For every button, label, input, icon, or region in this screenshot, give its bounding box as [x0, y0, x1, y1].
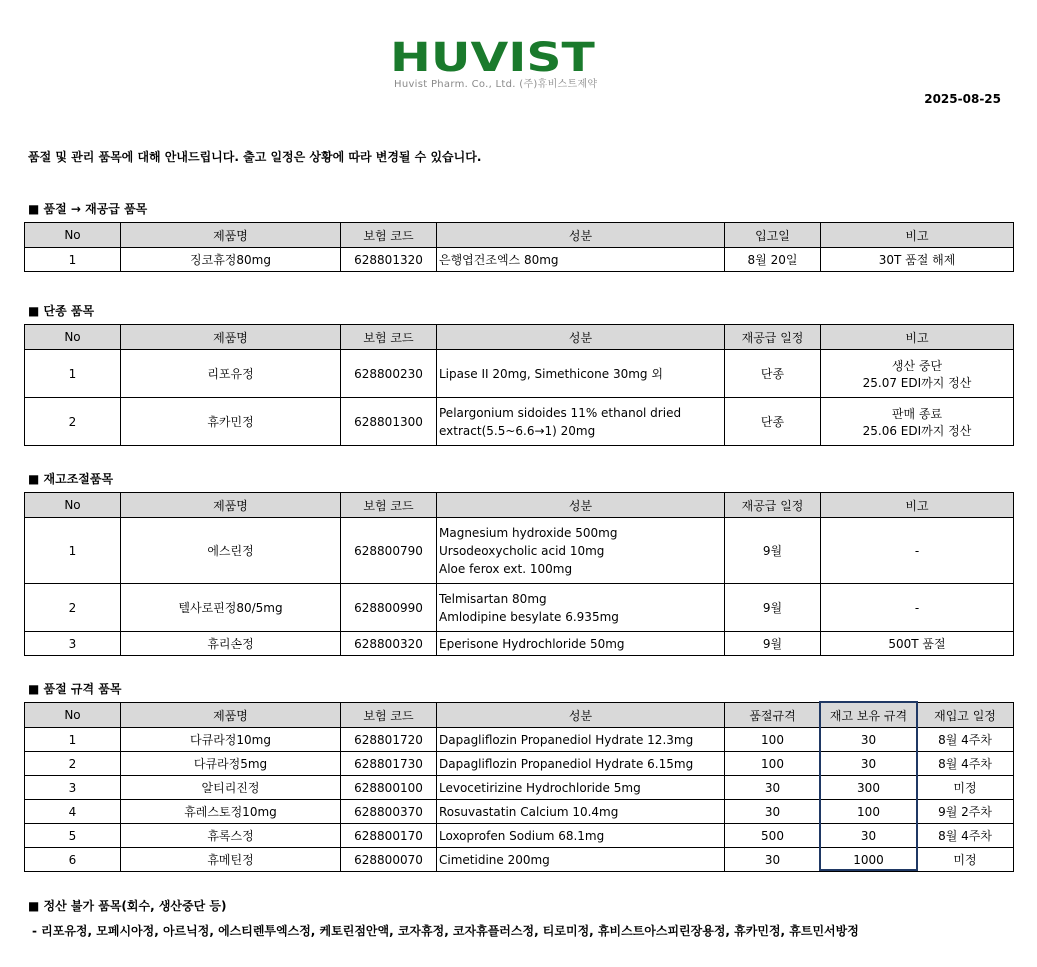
- stock-spec: 300: [821, 776, 917, 800]
- section-title-spec: ■ 품절 규격 품목: [28, 682, 122, 696]
- insurance-code: 628800370: [341, 800, 437, 824]
- insurance-code: 628800170: [341, 824, 437, 848]
- restock-date: 9월 2주차: [917, 800, 1014, 824]
- stock-spec: 30: [821, 752, 917, 776]
- table-row: [25, 350, 1014, 398]
- header-date: 재공급 일정: [725, 325, 821, 350]
- restock-date: 미정: [917, 848, 1014, 872]
- table-row: [25, 584, 1014, 632]
- header-note: 비고: [821, 325, 1014, 350]
- product-name: 휴록스정: [121, 824, 341, 848]
- table-row: [25, 800, 1014, 824]
- row-no: 1: [25, 518, 121, 584]
- row-no: 3: [25, 632, 121, 656]
- product-name: 휴레스토정10mg: [121, 800, 341, 824]
- ingredient-line: Ursodeoxycholic acid 10mg: [439, 543, 605, 558]
- company-logo: [390, 35, 662, 96]
- note-line: 500T 품절: [888, 637, 946, 651]
- row-no: 2: [25, 584, 121, 632]
- note-line: 30T 품절 해제: [878, 253, 956, 267]
- header-no: No: [25, 223, 121, 248]
- header-date: 재공급 일정: [725, 493, 821, 518]
- header-product-name: 제품명: [121, 493, 341, 518]
- product-name: 휴카민정: [121, 398, 341, 446]
- note-line: -: [914, 600, 920, 615]
- ingredient: [437, 350, 725, 398]
- ingredient-line: Eperisone Hydrochloride 50mg: [439, 636, 625, 651]
- supply-date: 단종: [725, 398, 821, 446]
- document-date: 2025-08-25: [924, 92, 1001, 106]
- insurance-code: 628800990: [341, 584, 437, 632]
- header-insurance-code: 보험 코드: [341, 493, 437, 518]
- table-row: [25, 632, 1014, 656]
- ingredient: [437, 632, 725, 656]
- restock-date: 미정: [917, 776, 1014, 800]
- soldout-spec: 100: [725, 752, 821, 776]
- note: [821, 350, 1014, 398]
- header-insurance-code: 보험 코드: [341, 223, 437, 248]
- supply-date: 단종: [725, 350, 821, 398]
- insurance-code: 628801730: [341, 752, 437, 776]
- logo-brand: HUVIST: [390, 35, 595, 81]
- header-no: No: [25, 703, 121, 728]
- table-row: [25, 824, 1014, 848]
- insurance-code: 628801320: [341, 248, 437, 272]
- table-header-row: [25, 223, 1014, 248]
- row-no: 1: [25, 248, 121, 272]
- ingredient: [437, 518, 725, 584]
- product-name: 휴리손정: [121, 632, 341, 656]
- header-soldout-spec: 품절규격: [725, 703, 821, 728]
- soldout-spec: 30: [725, 848, 821, 872]
- ingredient-line: Magnesium hydroxide 500mg: [439, 525, 618, 540]
- insurance-code: 628801300: [341, 398, 437, 446]
- product-name: 알티리진정: [121, 776, 341, 800]
- insurance-code: 628801720: [341, 728, 437, 752]
- supply-date: 8월 20일: [725, 248, 821, 272]
- table-row: [25, 848, 1014, 872]
- header-ingredient: 성분: [437, 325, 725, 350]
- soldout-spec: 500: [725, 824, 821, 848]
- row-no: 1: [25, 350, 121, 398]
- table-header-row: [25, 493, 1014, 518]
- header-note: 비고: [821, 223, 1014, 248]
- ingredient-line: extract(5.5~6.6→1) 20mg: [439, 423, 596, 438]
- note: [821, 518, 1014, 584]
- table-row: [25, 728, 1014, 752]
- header-date: 입고일: [725, 223, 821, 248]
- ingredient-line: Pelargonium sidoides 11% ethanol dried: [439, 405, 682, 420]
- header-no: No: [25, 325, 121, 350]
- header-note: 비고: [821, 493, 1014, 518]
- header-ingredient: 성분: [437, 703, 725, 728]
- note: [821, 632, 1014, 656]
- supply-date: 9월: [725, 584, 821, 632]
- ingredient-line: Amlodipine besylate 6.935mg: [439, 609, 619, 624]
- table-row: [25, 776, 1014, 800]
- ingredient: Loxoprofen Sodium 68.1mg: [437, 824, 725, 848]
- insurance-code: 628800320: [341, 632, 437, 656]
- note-line: -: [914, 543, 920, 558]
- ingredient: [437, 584, 725, 632]
- section-title-discontinued: ■ 단종 품목: [28, 304, 95, 318]
- note-line: 생산 중단: [891, 358, 943, 373]
- table-restock: [24, 222, 1014, 272]
- row-no: 3: [25, 776, 121, 800]
- restock-date: 8월 4주차: [917, 752, 1014, 776]
- header-product-name: 제품명: [121, 325, 341, 350]
- section-title-non-settlement: ■ 정산 불가 품목(회수, 생산중단 등): [28, 899, 227, 913]
- section-title-restock: ■ 품절 → 재공급 품목: [28, 202, 148, 216]
- table-header-row: [25, 703, 1014, 728]
- ingredient-line: Aloe ferox ext. 100mg: [439, 561, 573, 576]
- header-stock-spec: 재고 보유 규격: [821, 703, 917, 728]
- ingredient: Levocetirizine Hydrochloride 5mg: [437, 776, 725, 800]
- note: [821, 584, 1014, 632]
- header-product-name: 제품명: [121, 703, 341, 728]
- ingredient: [437, 398, 725, 446]
- ingredient: Dapagliflozin Propanediol Hydrate 12.3mg: [437, 728, 725, 752]
- note: [821, 398, 1014, 446]
- stock-spec: 30: [821, 728, 917, 752]
- row-no: 2: [25, 752, 121, 776]
- table-row: [25, 518, 1014, 584]
- header-restock-date: 재입고 일정: [917, 703, 1014, 728]
- ingredient: [437, 248, 725, 272]
- ingredient-line: Lipase II 20mg, Simethicone 30mg 외: [439, 366, 663, 381]
- restock-date: 8월 4주차: [917, 728, 1014, 752]
- row-no: 5: [25, 824, 121, 848]
- stock-spec: 1000: [821, 848, 917, 872]
- table-header-row: [25, 325, 1014, 350]
- table-discontinued: [24, 324, 1014, 446]
- ingredient: Cimetidine 200mg: [437, 848, 725, 872]
- ingredient-line: 은행엽건조엑스 80mg: [439, 252, 559, 267]
- header-insurance-code: 보험 코드: [341, 703, 437, 728]
- restock-date: 8월 4주차: [917, 824, 1014, 848]
- soldout-spec: 30: [725, 776, 821, 800]
- soldout-spec: 30: [725, 800, 821, 824]
- note-line: 25.07 EDI까지 정산: [862, 375, 972, 390]
- product-name: 다큐라정5mg: [121, 752, 341, 776]
- ingredient: Dapagliflozin Propanediol Hydrate 6.15mg: [437, 752, 725, 776]
- stock-spec: 100: [821, 800, 917, 824]
- note: [821, 248, 1014, 272]
- product-name: 징코휴정80mg: [121, 248, 341, 272]
- product-name: 리포유정: [121, 350, 341, 398]
- insurance-code: 628800100: [341, 776, 437, 800]
- product-name: 다큐라정10mg: [121, 728, 341, 752]
- table-row: [25, 752, 1014, 776]
- section-title-stock-control: ■ 재고조절품목: [28, 472, 114, 486]
- supply-date: 9월: [725, 518, 821, 584]
- product-name: 휴메틴정: [121, 848, 341, 872]
- insurance-code: 628800790: [341, 518, 437, 584]
- logo-subtitle: Huvist Pharm. Co., Ltd. (주)휴비스트제약: [394, 79, 598, 90]
- header-ingredient: 성분: [437, 223, 725, 248]
- row-no: 1: [25, 728, 121, 752]
- row-no: 4: [25, 800, 121, 824]
- row-no: 6: [25, 848, 121, 872]
- non-settlement-items: - 리포유정, 모페시아정, 아르닉정, 에스티렌투엑스정, 케토린점안액, 코자휴정, 코자휴플러스정, 티로미정, 휴비스트아스피린장용정, 휴카민정, 휴트민서방정: [32, 924, 859, 938]
- soldout-spec: 100: [725, 728, 821, 752]
- insurance-code: 628800070: [341, 848, 437, 872]
- ingredient-line: Telmisartan 80mg: [439, 591, 547, 606]
- row-no: 2: [25, 398, 121, 446]
- header-insurance-code: 보험 코드: [341, 325, 437, 350]
- table-row: [25, 248, 1014, 272]
- note-line: 25.06 EDI까지 정산: [862, 423, 972, 438]
- insurance-code: 628800230: [341, 350, 437, 398]
- product-name: 에스린정: [121, 518, 341, 584]
- ingredient: Rosuvastatin Calcium 10.4mg: [437, 800, 725, 824]
- header-product-name: 제품명: [121, 223, 341, 248]
- table-stock-control: [24, 492, 1014, 656]
- stock-spec: 30: [821, 824, 917, 848]
- header-no: No: [25, 493, 121, 518]
- table-spec: [24, 702, 1014, 872]
- intro-text: 품절 및 관리 품목에 대해 안내드립니다. 출고 일정은 상황에 따라 변경될 수 있습니다.: [28, 150, 482, 164]
- header-ingredient: 성분: [437, 493, 725, 518]
- note-line: 판매 종료: [891, 406, 943, 421]
- product-name: 텔사로핀정80/5mg: [121, 584, 341, 632]
- supply-date: 9월: [725, 632, 821, 656]
- table-row: [25, 398, 1014, 446]
